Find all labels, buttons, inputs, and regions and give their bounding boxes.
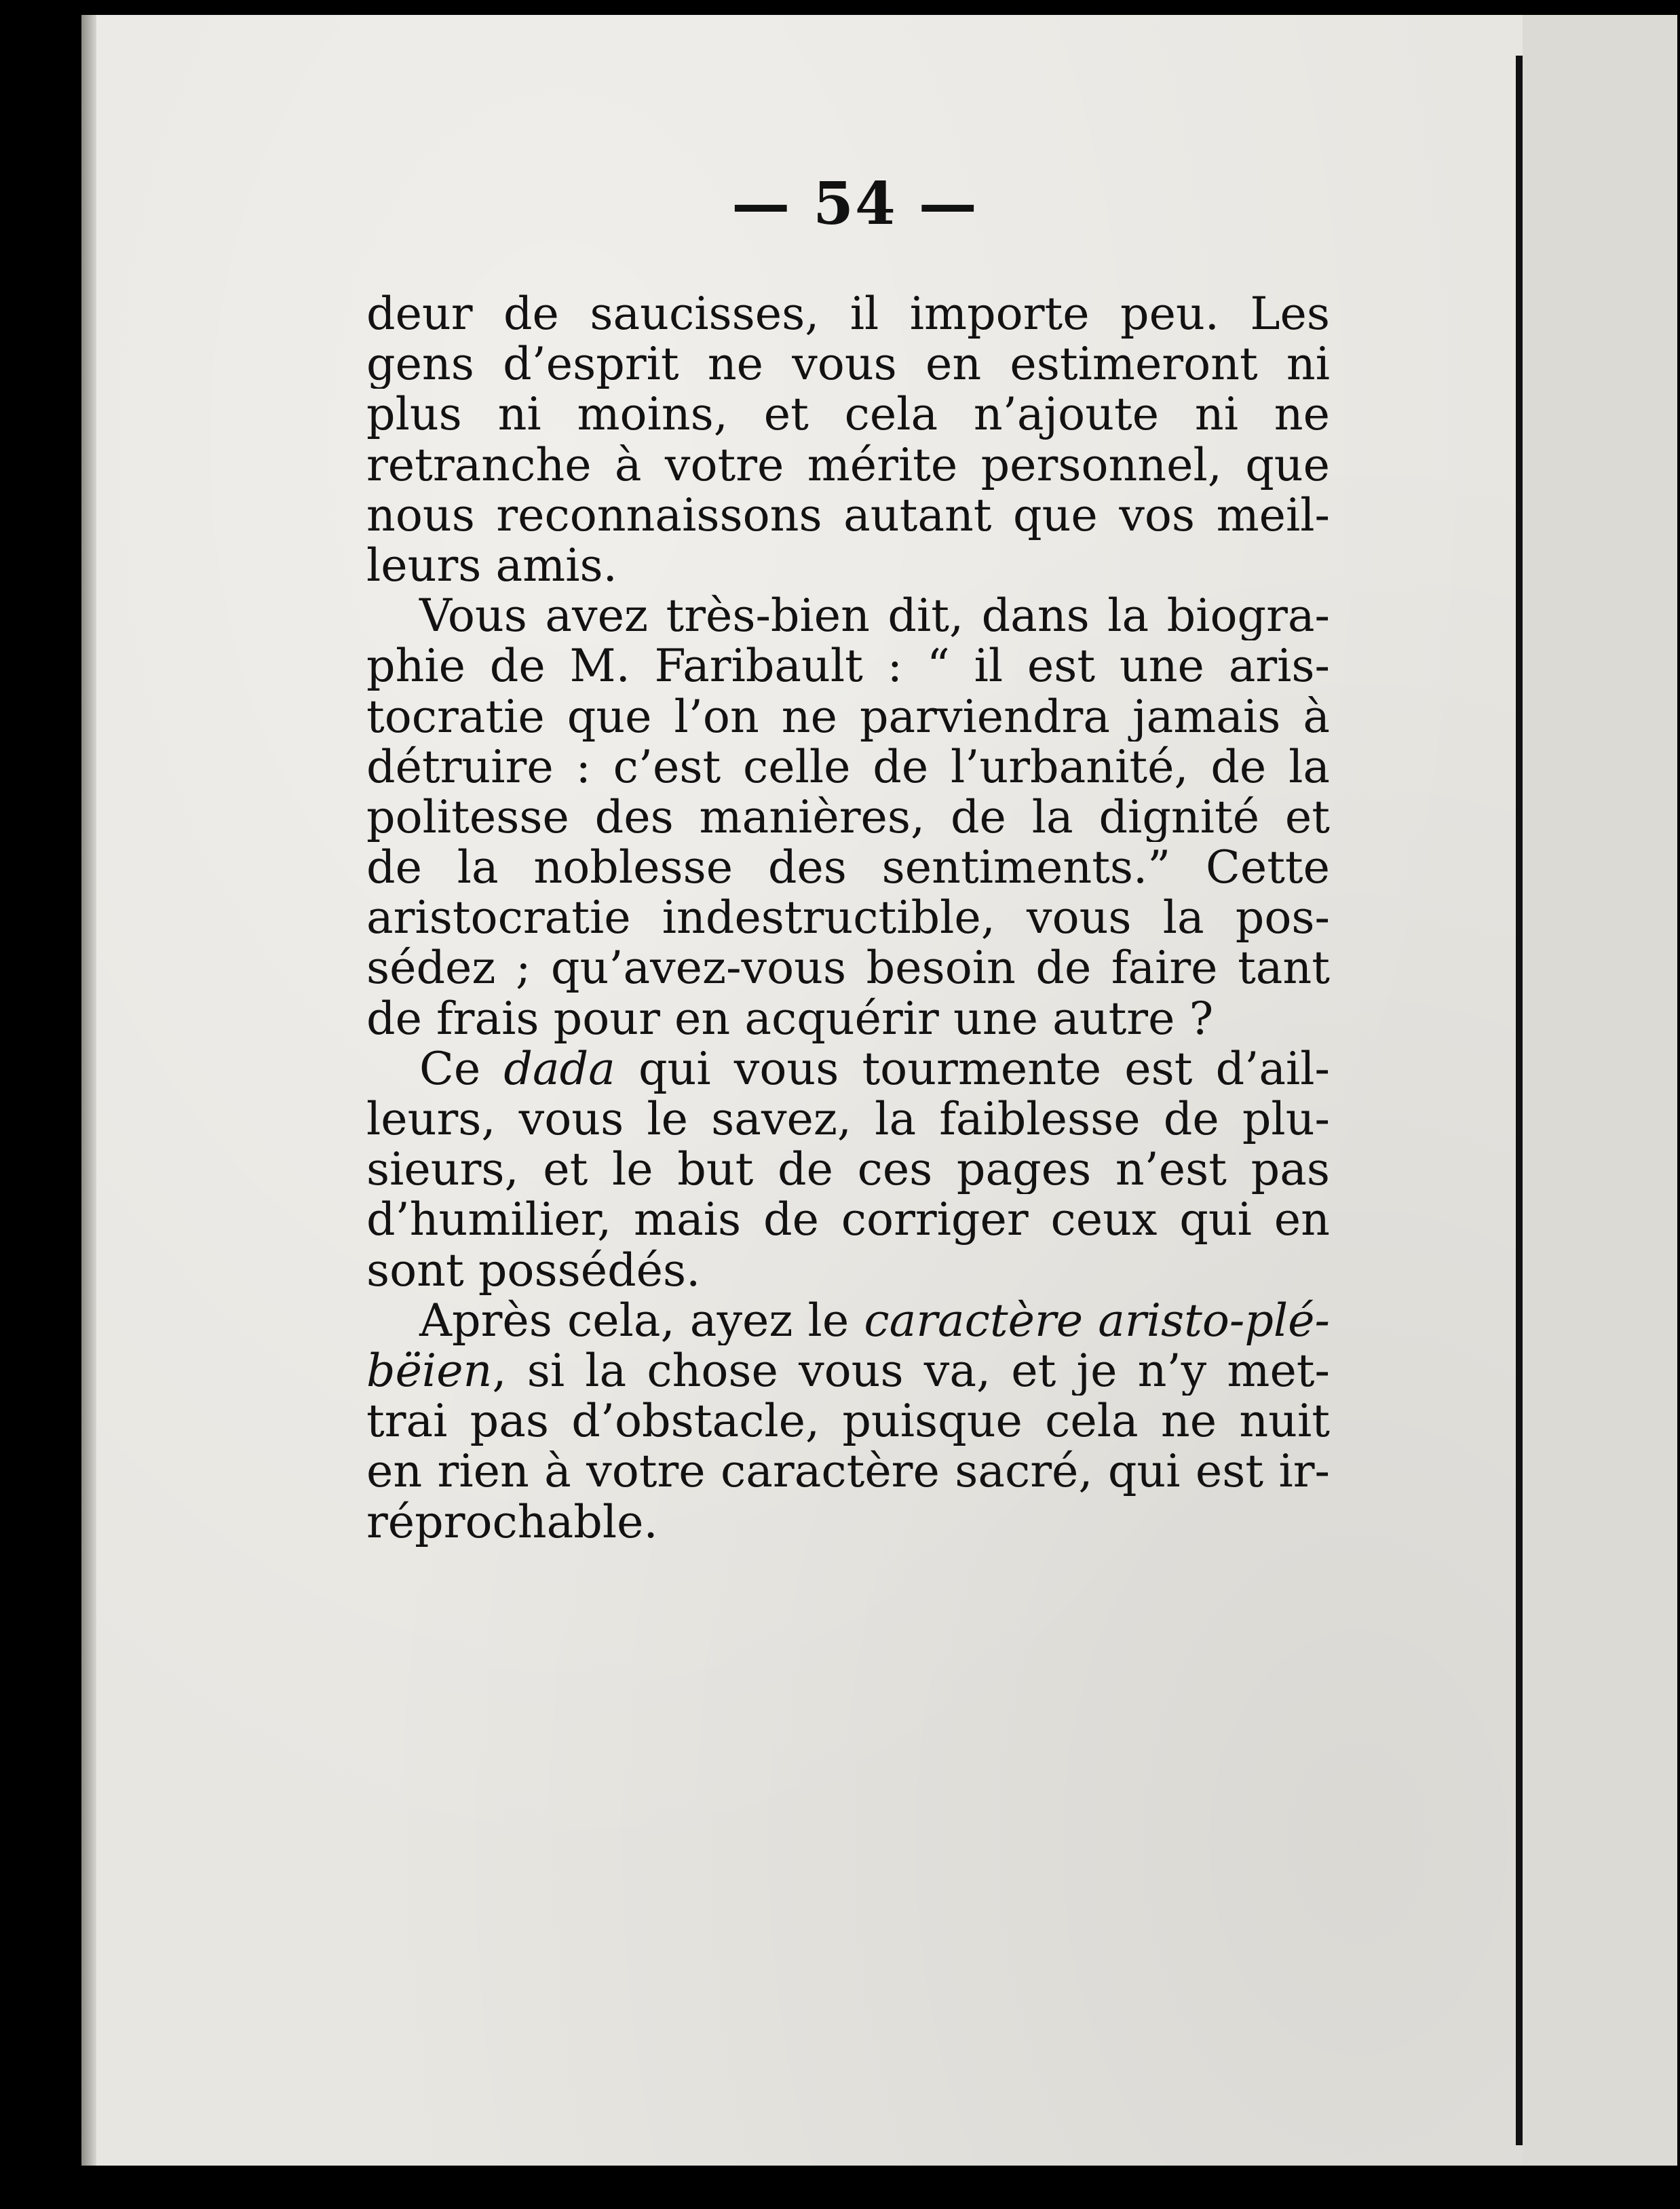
text-line: politesse des manières, de la dignité et (366, 791, 1330, 843)
paragraph-3 (366, 1043, 1330, 1295)
page-number: — 54 — (731, 170, 978, 238)
text-run: Après cela, ayez le (419, 1294, 864, 1345)
text-line: nous reconnaissons autant que vos meil- (366, 489, 1330, 540)
text-line: gens d’esprit ne vous en estimeront ni (366, 339, 1330, 389)
text-line: réprochable. (366, 1496, 658, 1547)
paragraph-2 (366, 590, 1330, 1043)
text-line: leurs amis. (366, 539, 617, 591)
italic-phrase: caractère aristo-plé- (864, 1294, 1330, 1345)
text-line (366, 1295, 1330, 1345)
text-line (366, 1345, 1330, 1396)
text-run: Ce (419, 1043, 504, 1094)
body-text (366, 288, 1330, 1547)
text-line: de frais pour en acquérir une autre ? (366, 993, 1214, 1043)
text-line: en rien à votre caractère sacré, qui est ir- (366, 1446, 1330, 1497)
text-line: retranche à votre mérite personnel, que (366, 439, 1330, 490)
text-line: détruire : c’est celle de l’urbanité, de la (366, 741, 1330, 792)
text-line: leurs, vous le savez, la faiblesse de plu- (366, 1094, 1330, 1145)
text-line: aristocratie indestructible, vous la pos- (366, 892, 1330, 943)
text-line: deur de saucisses, il importe peu. Les (366, 288, 1330, 339)
text-run: qui vous tourmente est d’ail- (615, 1043, 1330, 1094)
italic-word: dada (503, 1043, 615, 1094)
text-line: sédez ; qu’avez-vous besoin de faire tant (366, 942, 1330, 993)
text-line: sieurs, et le but de ces pages n’est pas (366, 1144, 1330, 1195)
gutter-line (1516, 56, 1523, 2145)
page-edge (81, 15, 96, 2166)
italic-word: bëien (366, 1345, 493, 1396)
gutter-shade (1523, 15, 1677, 2166)
text-line: Vous avez très-bien dit, dans la biogra- (419, 590, 1330, 641)
text-line: de la noblesse des sentiments.” Cette (366, 842, 1330, 893)
text-run: , si la chose vous va, et je n’y met- (492, 1345, 1330, 1396)
text-line: trai pas d’obstacle, puisque cela ne nuit (366, 1396, 1330, 1446)
text-line: plus ni moins, et cela n’ajoute ni ne (366, 389, 1330, 440)
text-line (366, 1043, 1330, 1094)
text-line: d’humilier, mais de corriger ceux qui en (366, 1194, 1330, 1245)
text-line: sont possédés. (366, 1244, 701, 1295)
text-line: phie de M. Faribault : “ il est une aris- (366, 640, 1330, 691)
paragraph-1 (366, 288, 1330, 590)
paragraph-4 (366, 1295, 1330, 1547)
text-line: tocratie que l’on ne parviendra jamais à (366, 691, 1330, 742)
